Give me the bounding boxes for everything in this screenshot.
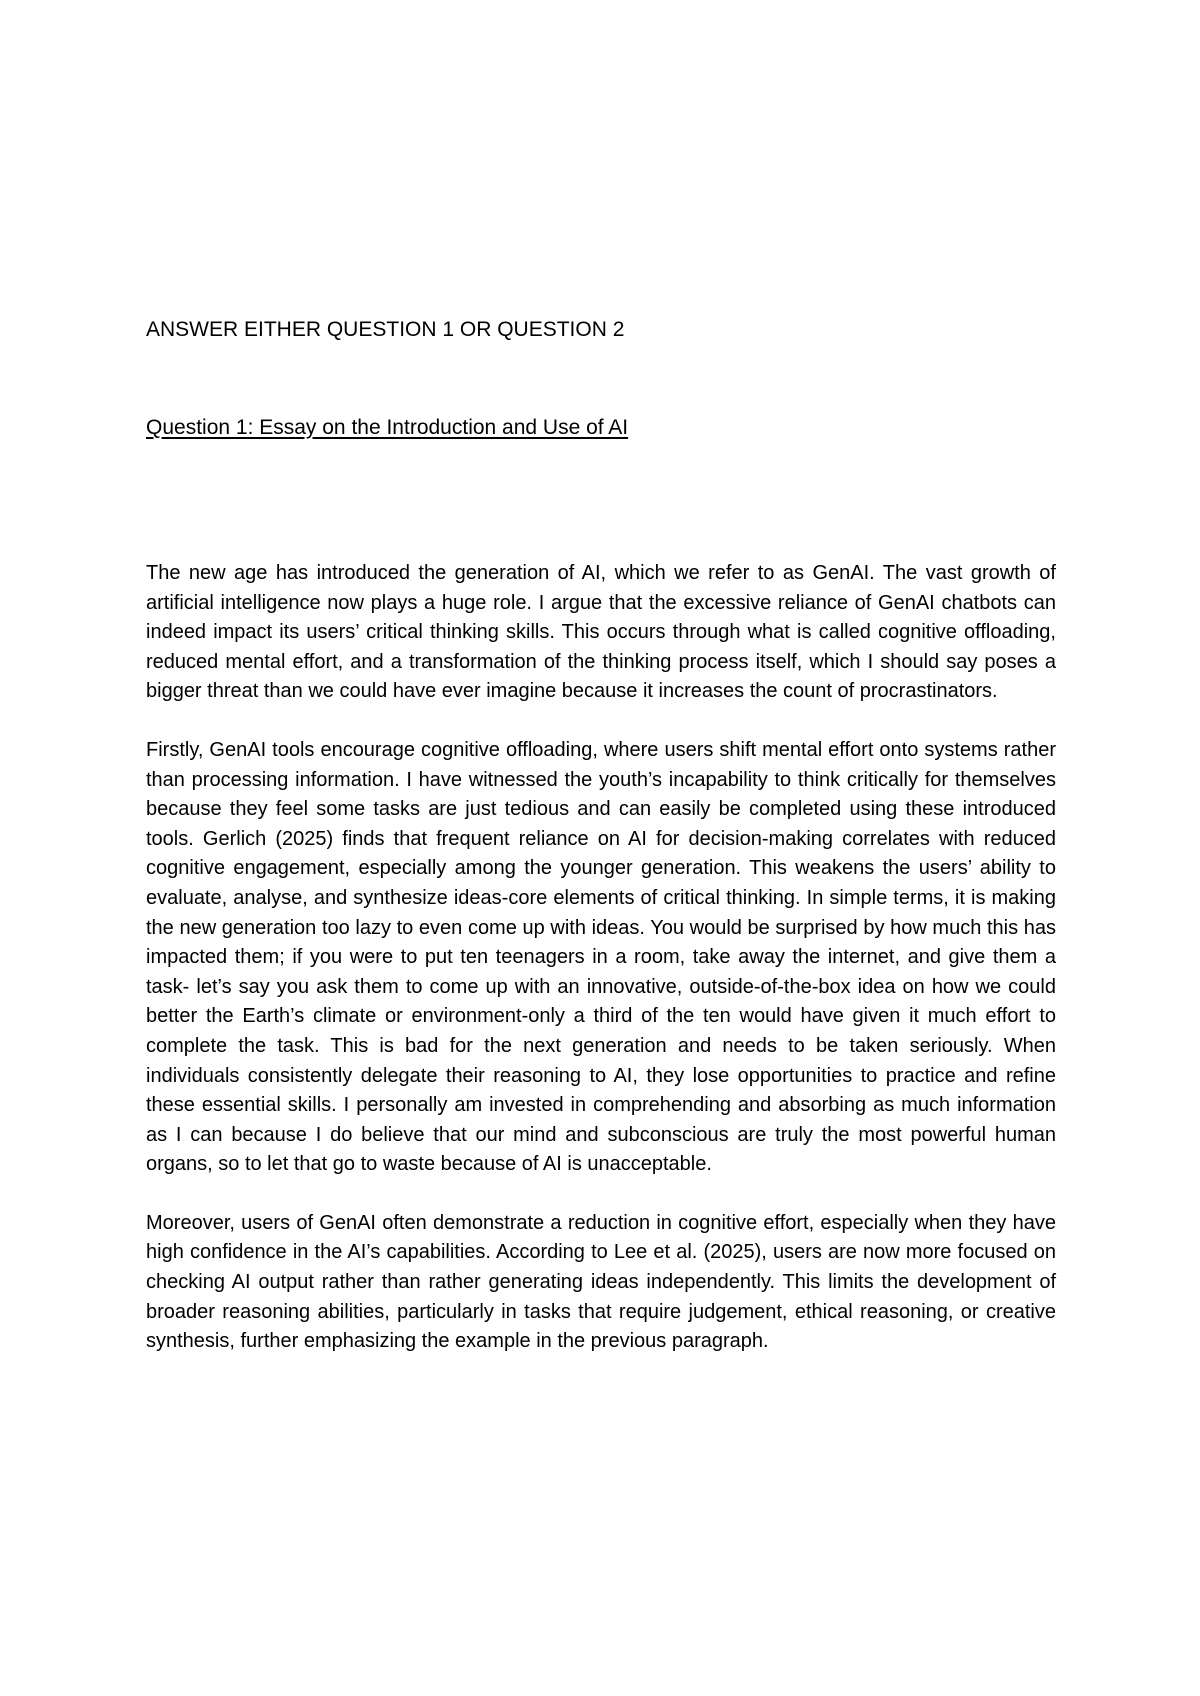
essay-paragraph-intro: The new age has introduced the generation of AI, which we refer to as GenAI. The vast growth of artificial intelligence now plays a huge role. I argue that the excessive reliance of GenAI chatbots can indeed impact its users’ critical thinking skills. This occurs through what is called cognitive offloading, reduced mental effort, and a transformation of the thinking process itself, which I should say poses a bigger threat than we could have ever imagine because it increases the count of procrastinators.	[146, 562, 1056, 703]
question-title: Question 1: Essay on the Introduction and Use of AI	[146, 416, 629, 439]
essay-paragraph-cognitive-offloading: Firstly, GenAI tools encourage cognitive offloading, where users shift mental effort onto systems rather than processing information. I have witnessed the youth’s incapability to think critically for themselves because they feel some tasks are just tedious and can easily be completed using these introduced tools. Gerlich (2025) finds that frequent reliance on AI for decision-making correlates with reduced cognitive engagement, especially among the younger generation. This weakens the users’ ability to evaluate, analyse, and synthesize ideas-core elements of critical thinking. In simple terms, it is making the new generation too lazy to even come up with ideas. You would be surprised by how much this has impacted them; if you were to put ten teenagers in a room, take away the internet, and give them a task- let’s say you ask them to come up with an innovative, outside-of-the-box idea on how we could better the Earth’s climate or environment-only a third of the ten would have given it much effort to complete the task. This is bad for the next generation and needs to be taken seriously. When individuals consistently delegate their reasoning to AI, they lose opportunities to practice and refine these essential skills. I personally am invested in comprehending and absorbing as much information as I can because I do believe that our mind and subconscious are truly the most powerful human organs, so to let that go to waste because of AI is unacceptable.	[146, 738, 1056, 1176]
essay-paragraph-cognitive-effort: Moreover, users of GenAI often demonstrate a reduction in cognitive effort, especially when they have high confidence in the AI’s capabilities. According to Lee et al. (2025), users are now more focused on checking AI output rather than rather generating ideas independently. This limits the development of broader reasoning abilities, particularly in tasks that require judgement, ethical reasoning, or creative synthesis, further emphasizing the example in the previous paragraph.	[146, 1211, 1056, 1353]
essay-body	[146, 559, 1056, 1386]
exam-instruction: ANSWER EITHER QUESTION 1 OR QUESTION 2	[146, 318, 625, 341]
